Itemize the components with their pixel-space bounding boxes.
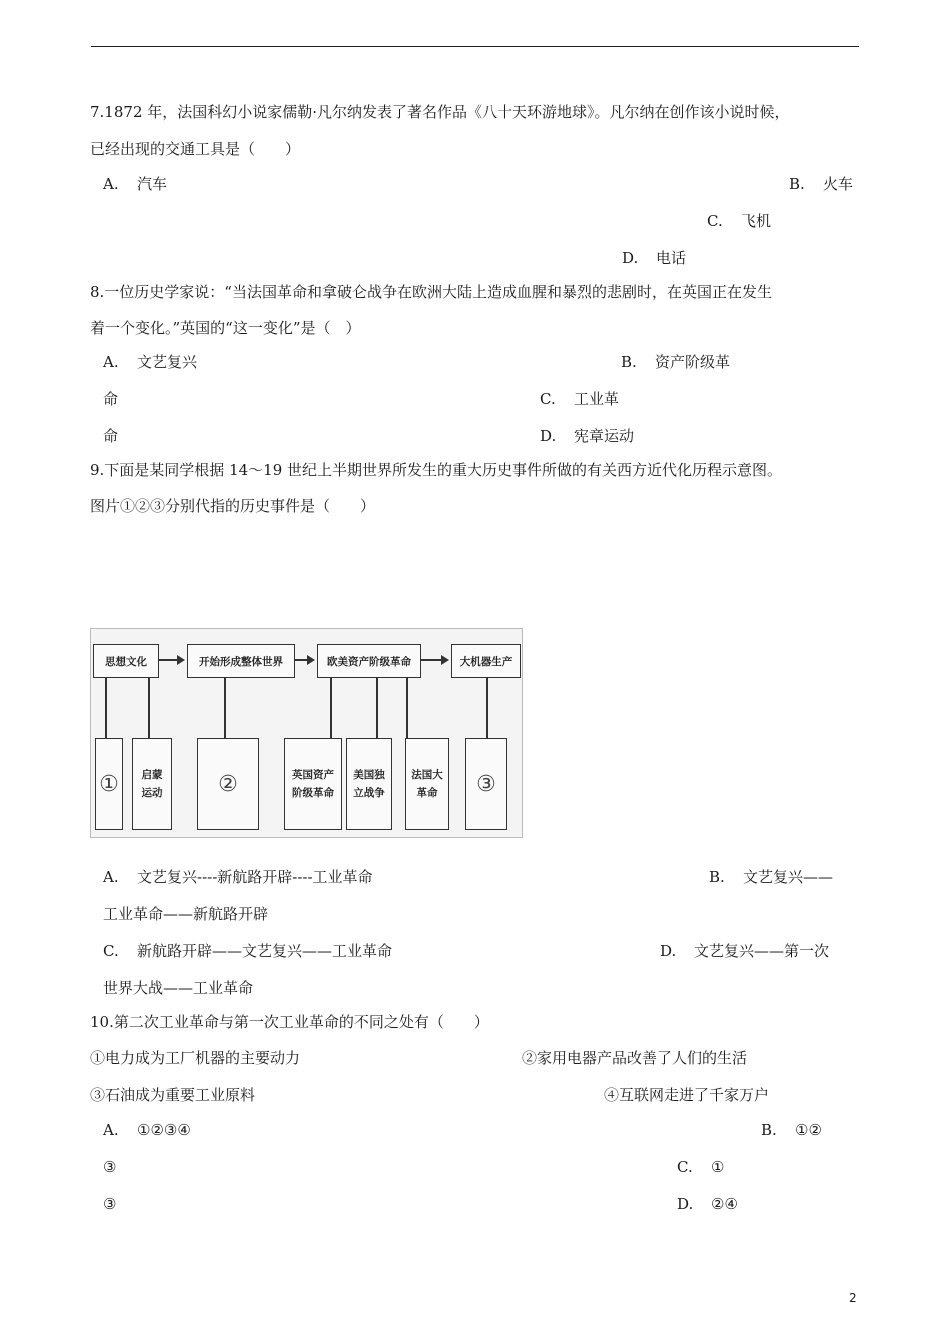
option-letter: B.	[789, 175, 805, 193]
option-letter: B.	[709, 868, 725, 886]
q10-option-c-continued: ③	[103, 1195, 117, 1213]
q9-option-a[interactable]	[103, 867, 373, 887]
diagram-box-american-independence	[346, 738, 392, 830]
q7-option-c[interactable]	[707, 211, 771, 231]
option-text: ①②③④	[137, 1121, 191, 1139]
option-text: 文艺复兴——第一次	[694, 942, 830, 960]
q7-option-a[interactable]	[103, 174, 167, 194]
q9-option-b[interactable]	[709, 867, 833, 887]
connector-line	[406, 678, 408, 738]
option-text: 火车	[823, 175, 854, 193]
option-text: ①②	[795, 1121, 822, 1139]
option-letter: C.	[677, 1158, 693, 1176]
q10-option-c[interactable]	[677, 1157, 724, 1177]
q10-stem: 10.第二次工业革命与第一次工业革命的不同之处有（ ）	[90, 1013, 489, 1031]
diagram-label: ①	[99, 771, 119, 797]
diagram-label: ③	[476, 771, 496, 797]
option-letter: A.	[103, 353, 119, 371]
q8-stem-line2: 着一个变化。”英国的“这一变化”是（ ）	[90, 319, 361, 337]
modernization-diagram	[90, 628, 523, 838]
option-letter: D.	[622, 249, 639, 267]
option-letter: C.	[707, 212, 723, 230]
diagram-label: 思想文化	[105, 655, 147, 668]
diagram-box-world-forming	[187, 644, 295, 678]
option-letter: A.	[103, 1121, 119, 1139]
connector-line	[330, 678, 332, 738]
q8-option-a[interactable]	[103, 352, 197, 372]
option-text: 新航路开辟——文艺复兴——工业革命	[137, 942, 393, 960]
q10-statement-4: ④互联网走进了千家万户	[604, 1086, 770, 1104]
option-text: 宪章运动	[574, 427, 635, 445]
option-letter: A.	[103, 868, 119, 886]
diagram-box-machine-production	[451, 644, 521, 678]
q9-option-b-continued: 工业革命——新航路开辟	[103, 905, 269, 923]
option-letter: B.	[761, 1121, 777, 1139]
diagram-box-english-revolution	[284, 738, 342, 830]
q8-option-d[interactable]	[540, 426, 634, 446]
arrow-right-icon	[159, 659, 183, 661]
header-rule	[91, 46, 859, 47]
diagram-box-thought-culture	[93, 644, 159, 678]
page-number: 2	[849, 1291, 857, 1305]
diagram-box-enlightenment	[132, 738, 172, 830]
option-letter: D.	[540, 427, 557, 445]
option-text: 工业革	[574, 390, 620, 408]
option-letter: D.	[660, 942, 677, 960]
connector-line	[376, 678, 378, 738]
q7-option-b[interactable]	[789, 174, 853, 194]
option-text: 文艺复兴——	[743, 868, 834, 886]
option-text: 飞机	[741, 212, 772, 230]
option-text: 文艺复兴----新航路开辟----工业革命	[137, 868, 373, 886]
option-letter: C.	[540, 390, 556, 408]
q9-option-c[interactable]	[103, 941, 392, 961]
option-letter: B.	[621, 353, 637, 371]
diagram-label: 启蒙运动	[141, 769, 163, 799]
q7-stem-line1: 7.1872 年，法国科幻小说家儒勒·凡尔纳发表了著名作品《八十天环游地球》。凡尔纳在创作该小说时候，	[90, 103, 790, 121]
connector-line	[148, 678, 150, 738]
q10-option-d[interactable]	[677, 1194, 738, 1214]
option-text: 汽车	[137, 175, 168, 193]
option-text: 电话	[656, 249, 687, 267]
diagram-label: 大机器生产	[459, 655, 513, 668]
diagram-label: 英国资产阶级革命	[292, 769, 334, 799]
connector-line	[105, 678, 107, 738]
diagram-label: 欧美资产阶级革命	[327, 655, 411, 668]
option-text: 文艺复兴	[137, 353, 198, 371]
q7-stem-line2: 已经出现的交通工具是（ ）	[90, 140, 301, 158]
q9-option-d-continued: 世界大战——工业革命	[103, 979, 254, 997]
q8-option-b[interactable]	[621, 352, 730, 372]
q8-stem-line1: 8.一位历史学家说：“当法国革命和拿破仑战争在欧洲大陆上造成血腥和暴烈的悲剧时，在英国正在发生	[90, 283, 772, 301]
arrow-right-icon	[421, 659, 447, 661]
q8-option-c-continued: 命	[103, 427, 119, 445]
q9-stem-line1: 9.下面是某同学根据 14～19 世纪上半期世界所发生的重大历史事件所做的有关西方近代化历程示意图。	[90, 461, 783, 479]
diagram-label: ②	[218, 771, 238, 797]
q10-option-a[interactable]	[103, 1120, 191, 1140]
q9-option-d[interactable]	[660, 941, 829, 961]
q10-statement-2: ②家用电器产品改善了人们的生活	[522, 1049, 748, 1067]
diagram-box-blank-2	[197, 738, 259, 830]
option-text: ②④	[711, 1195, 738, 1213]
arrow-right-icon	[295, 659, 313, 661]
connector-line	[224, 678, 226, 738]
diagram-box-bourgeois-revolution	[317, 644, 421, 678]
option-letter: C.	[103, 942, 119, 960]
q8-option-c[interactable]	[540, 389, 619, 409]
q9-stem-line2: 图片①②③分别代指的历史事件是（ ）	[90, 497, 376, 515]
diagram-box-blank-1	[95, 738, 123, 830]
option-letter: A.	[103, 175, 119, 193]
q10-option-b-continued: ③	[103, 1158, 117, 1176]
q7-option-d[interactable]	[622, 248, 686, 268]
q10-statement-3: ③石油成为重要工业原料	[90, 1086, 256, 1104]
q10-statement-1: ①电力成为工厂机器的主要动力	[90, 1049, 301, 1067]
option-text: ①	[711, 1158, 725, 1176]
option-letter: D.	[677, 1195, 694, 1213]
diagram-label: 开始形成整体世界	[199, 655, 283, 668]
diagram-label: 法国大革命	[411, 769, 443, 799]
q10-option-b[interactable]	[761, 1120, 822, 1140]
connector-line	[486, 678, 488, 738]
diagram-box-french-revolution	[405, 738, 449, 830]
diagram-box-blank-3	[465, 738, 507, 830]
option-text: 资产阶级革	[655, 353, 731, 371]
diagram-label: 美国独立战争	[353, 769, 385, 799]
q8-option-b-continued: 命	[103, 390, 119, 408]
